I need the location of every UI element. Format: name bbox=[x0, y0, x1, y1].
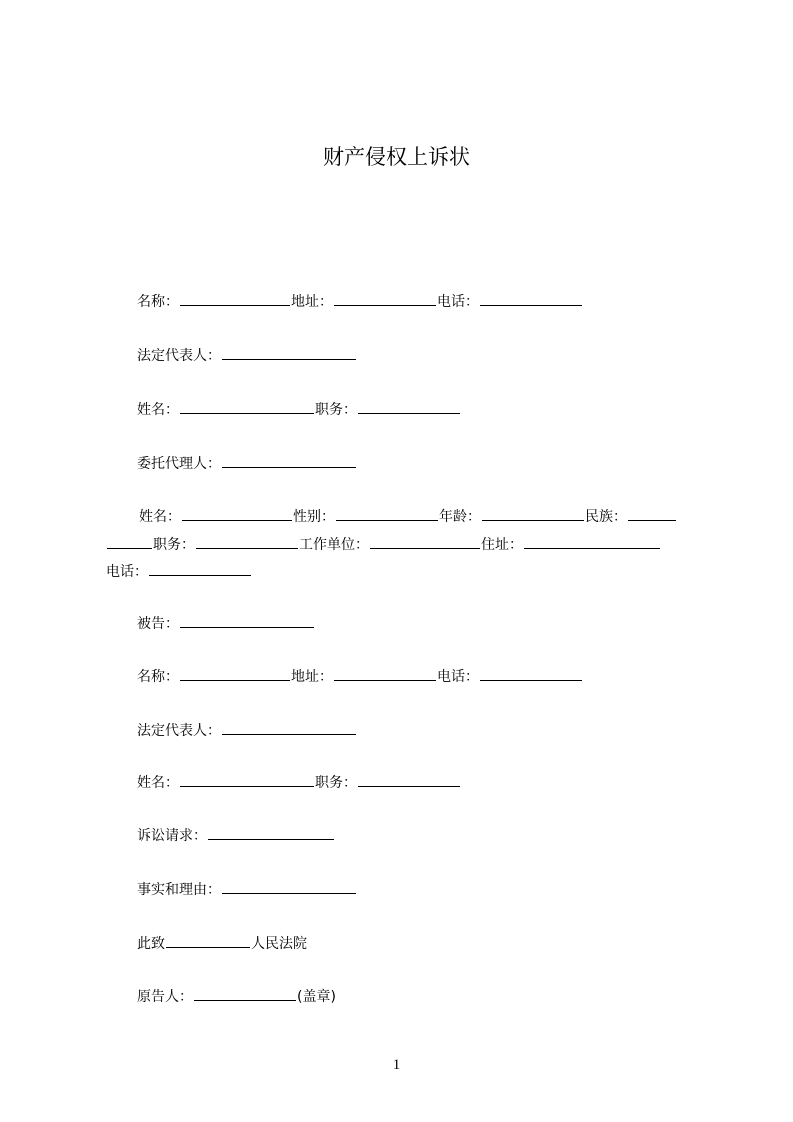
legal-representative-line bbox=[137, 344, 357, 366]
defendant-name-label: 名称： bbox=[137, 669, 179, 685]
court-name-blank[interactable] bbox=[166, 932, 250, 948]
agent-sex-label: 性别： bbox=[293, 509, 335, 525]
agent-position-blank[interactable] bbox=[196, 533, 298, 549]
defendant-representative-name-label: 姓名： bbox=[137, 775, 179, 791]
legal-representative-blank[interactable] bbox=[222, 344, 356, 360]
agent-details-line-1 bbox=[139, 505, 677, 527]
claim-line bbox=[137, 824, 335, 846]
plaintiff-signature-line bbox=[137, 985, 336, 1007]
representative-position-blank[interactable] bbox=[358, 398, 460, 414]
company-phone-blank[interactable] bbox=[480, 290, 582, 306]
defendant-line bbox=[137, 612, 315, 634]
representative-name-line bbox=[137, 398, 461, 420]
agent-phone-label: 电话： bbox=[106, 564, 148, 580]
defendant-legal-representative-label: 法定代表人： bbox=[137, 723, 221, 739]
defendant-phone-blank[interactable] bbox=[480, 665, 582, 681]
court-label: 人民法院 bbox=[251, 936, 307, 952]
agent-workplace-blank[interactable] bbox=[370, 533, 480, 549]
agent-phone-blank[interactable] bbox=[149, 560, 251, 576]
defendant-legal-representative-blank[interactable] bbox=[222, 719, 356, 735]
agent-name-blank[interactable] bbox=[182, 505, 292, 521]
representative-name-label: 姓名： bbox=[137, 402, 179, 418]
facts-line bbox=[137, 878, 357, 900]
plaintiff-label: 原告人： bbox=[137, 989, 193, 1005]
company-address-blank[interactable] bbox=[334, 290, 436, 306]
defendant-representative-position-blank[interactable] bbox=[358, 771, 460, 787]
agent-ethnic-blank-cont[interactable] bbox=[107, 533, 152, 549]
agent-address-label: 住址： bbox=[481, 537, 523, 553]
company-phone-label: 电话： bbox=[437, 294, 479, 310]
defendant-legal-representative-line bbox=[137, 719, 357, 741]
defendant-representative-name-line bbox=[137, 771, 461, 793]
company-name-blank[interactable] bbox=[180, 290, 290, 306]
agent-name-label: 姓名： bbox=[139, 509, 181, 525]
agent-position-label: 职务： bbox=[153, 537, 195, 553]
facts-label: 事实和理由： bbox=[137, 882, 221, 898]
plaintiff-company-line bbox=[137, 290, 583, 312]
defendant-representative-name-blank[interactable] bbox=[180, 771, 314, 787]
agent-details-line-2 bbox=[106, 533, 661, 555]
defendant-phone-label: 电话： bbox=[437, 669, 479, 685]
agent-sex-blank[interactable] bbox=[336, 505, 438, 521]
facts-blank[interactable] bbox=[222, 878, 356, 894]
defendant-representative-position-label: 职务： bbox=[315, 775, 357, 791]
agent-ethnic-blank[interactable] bbox=[628, 505, 676, 521]
page-number: 1 bbox=[392, 1057, 401, 1073]
representative-position-label: 职务： bbox=[315, 402, 357, 418]
plaintiff-signature-blank[interactable] bbox=[194, 985, 296, 1001]
company-address-label: 地址： bbox=[291, 294, 333, 310]
defendant-blank[interactable] bbox=[180, 612, 314, 628]
defendant-address-blank[interactable] bbox=[334, 665, 436, 681]
agent-label: 委托代理人： bbox=[137, 456, 221, 472]
company-name-label: 名称： bbox=[137, 294, 179, 310]
agent-ethnic-label: 民族： bbox=[585, 509, 627, 525]
agent-blank[interactable] bbox=[222, 452, 356, 468]
agent-workplace-label: 工作单位： bbox=[299, 537, 369, 553]
claim-blank[interactable] bbox=[208, 824, 334, 840]
claim-label: 诉讼请求： bbox=[137, 828, 207, 844]
defendant-label: 被告： bbox=[137, 616, 179, 632]
representative-name-blank[interactable] bbox=[180, 398, 314, 414]
agent-age-blank[interactable] bbox=[482, 505, 584, 521]
defendant-address-label: 地址： bbox=[291, 669, 333, 685]
agent-age-label: 年龄： bbox=[439, 509, 481, 525]
agent-line bbox=[137, 452, 357, 474]
seal-label: (盖章) bbox=[297, 989, 336, 1005]
agent-address-blank[interactable] bbox=[524, 533, 660, 549]
agent-details-line-3 bbox=[106, 560, 252, 582]
defendant-name-blank[interactable] bbox=[180, 665, 290, 681]
court-line bbox=[137, 932, 307, 954]
legal-representative-label: 法定代表人： bbox=[137, 348, 221, 364]
document-title: 财产侵权上诉状 bbox=[323, 145, 470, 169]
salutation-label: 此致 bbox=[137, 936, 165, 952]
defendant-company-line bbox=[137, 665, 583, 687]
